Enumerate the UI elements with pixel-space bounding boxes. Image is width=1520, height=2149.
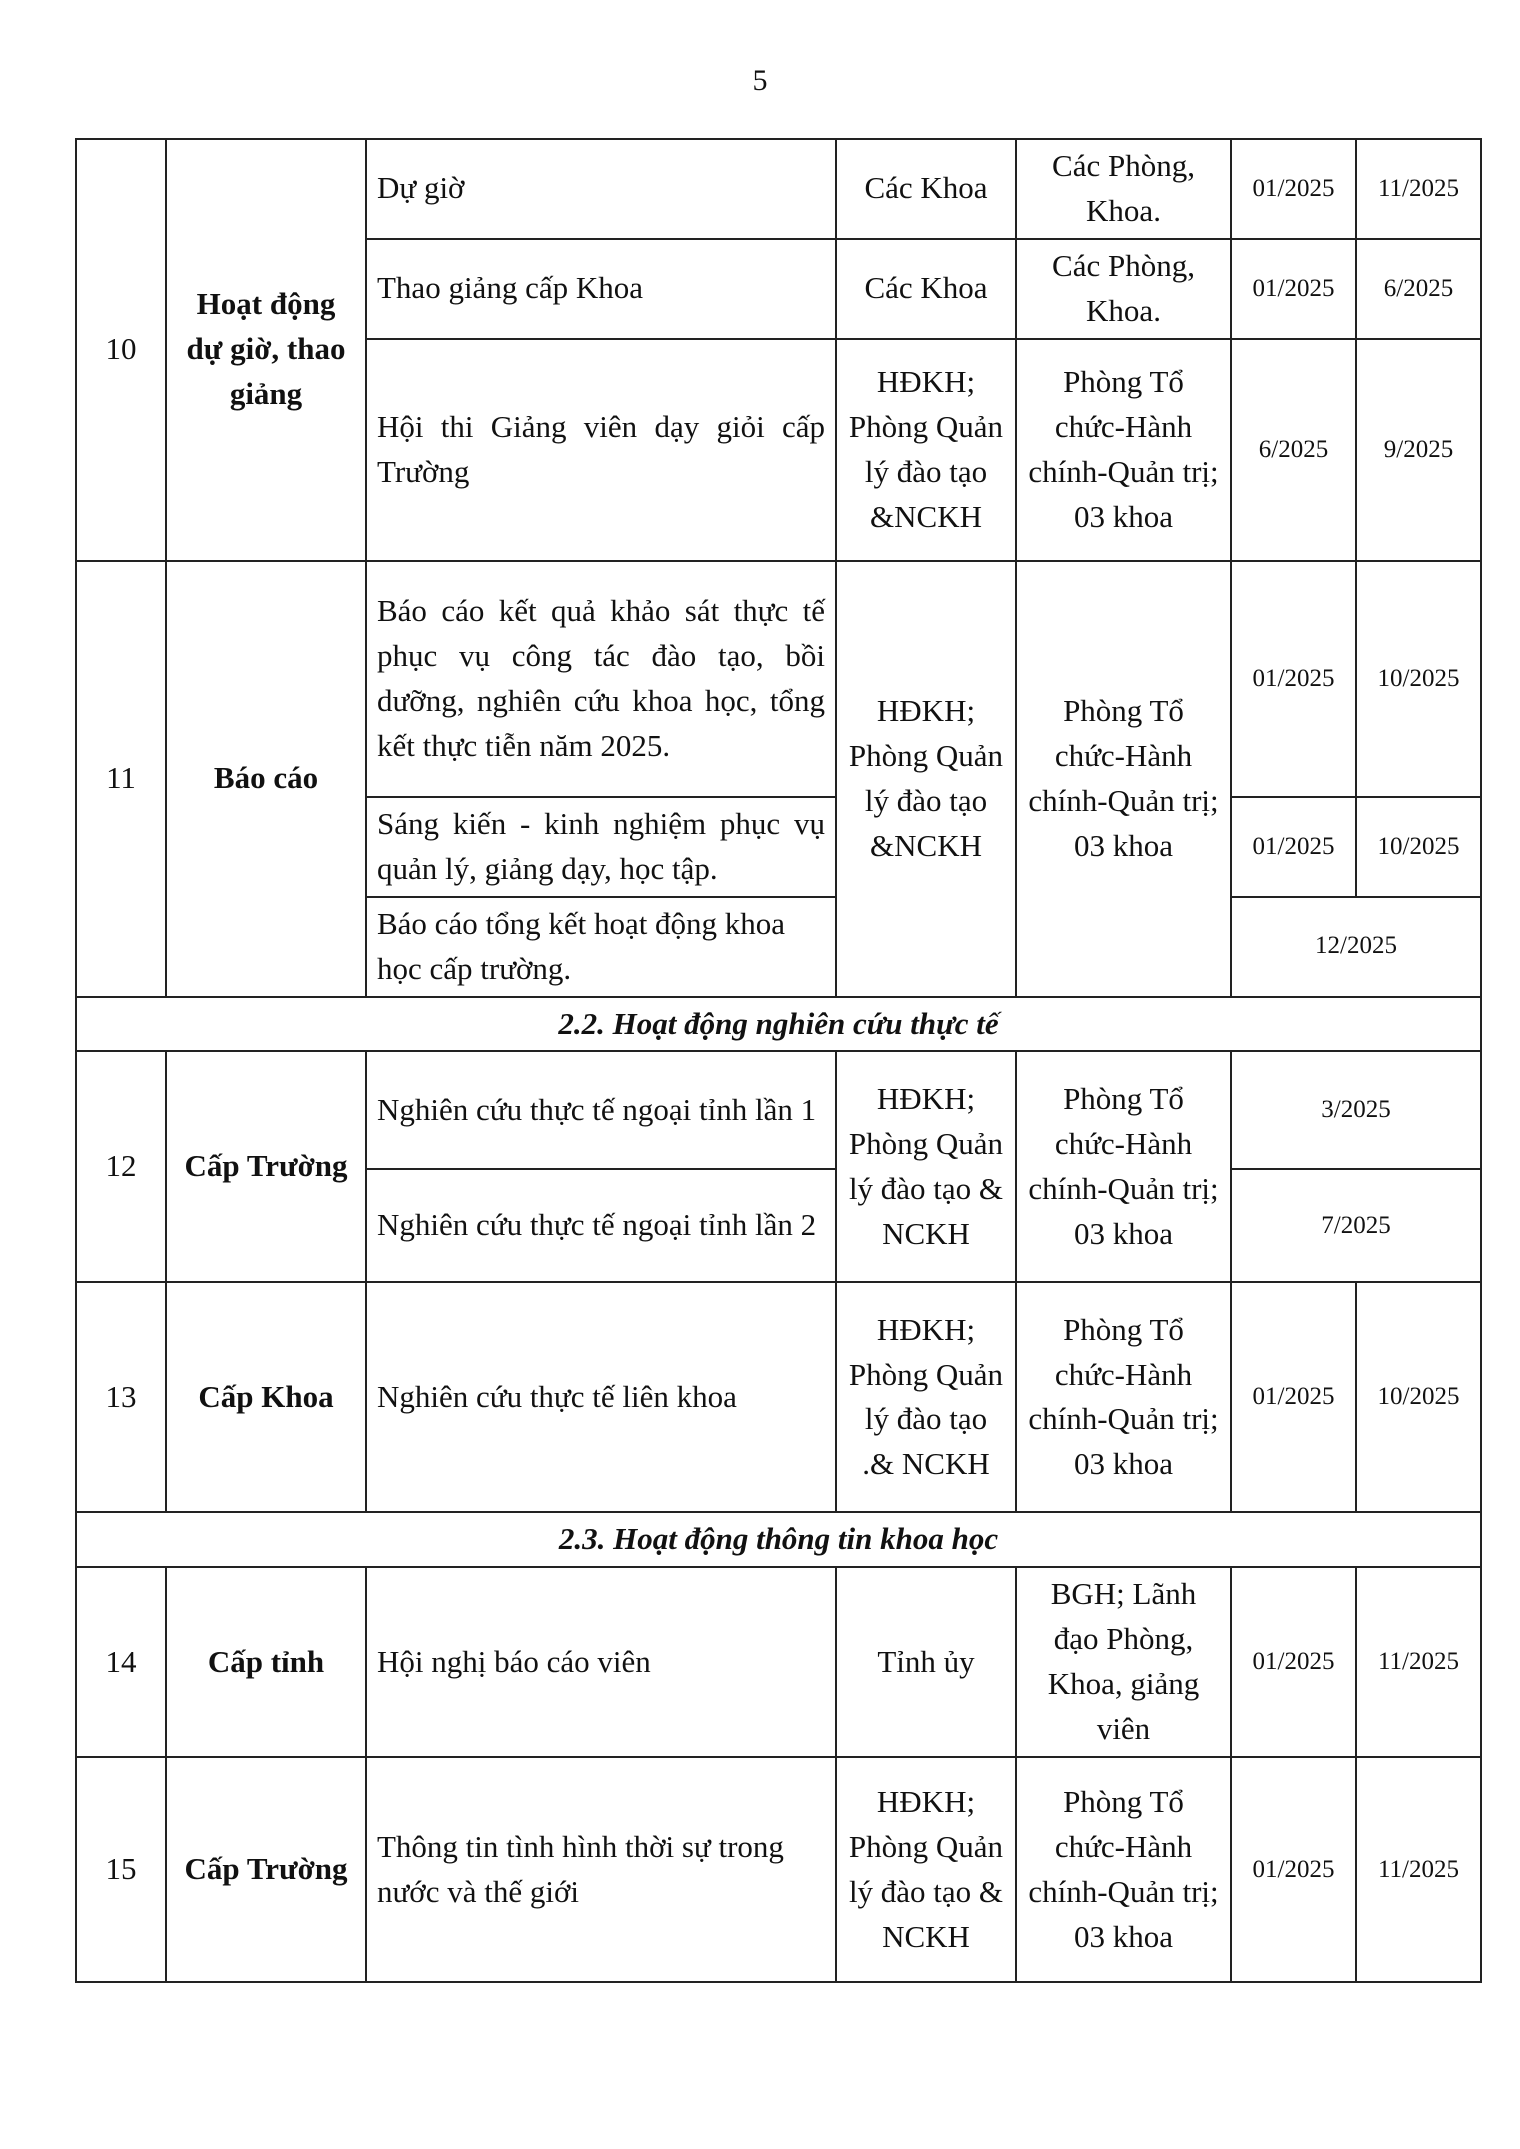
content-cell: Hội nghị báo cáo viên <box>366 1567 836 1757</box>
section-heading: 2.2. Hoạt động nghiên cứu thực tế <box>76 997 1481 1052</box>
start-time-cell: 01/2025 <box>1231 1757 1356 1982</box>
start-time-cell: 01/2025 <box>1231 561 1356 797</box>
coordinating-unit-cell: Phòng Tổ chức-Hành chính-Quản trị; 03 khoa <box>1016 561 1231 997</box>
coordinating-unit-cell: Các Phòng, Khoa. <box>1016 139 1231 239</box>
table-row <box>76 1051 1481 1169</box>
end-time-cell: 10/2025 <box>1356 797 1481 897</box>
row-number: 10 <box>76 139 166 561</box>
lead-unit-cell: HĐKH; Phòng Quản lý đào tạo & NCKH <box>836 1051 1016 1282</box>
section-heading: 2.3. Hoạt động thông tin khoa học <box>76 1512 1481 1567</box>
content-cell: Báo cáo kết quả khảo sát thực tế phục vụ công tác đào tạo, bồi dưỡng, nghiên cứu khoa học, tổng kết thực tiễn năm 2025. <box>366 561 836 797</box>
end-time-cell: 10/2025 <box>1356 561 1481 797</box>
coordinating-unit-cell: BGH; Lãnh đạo Phòng, Khoa, giảng viên <box>1016 1567 1231 1757</box>
category-cell: Cấp tỉnh <box>166 1567 366 1757</box>
table-row <box>76 561 1481 797</box>
content-cell: Hội thi Giảng viên dạy giỏi cấp Trường <box>366 339 836 561</box>
time-cell: 12/2025 <box>1231 897 1481 997</box>
section-heading-row <box>76 1512 1481 1567</box>
content-cell: Nghiên cứu thực tế ngoại tỉnh lần 2 <box>366 1169 836 1282</box>
category-cell: Cấp Trường <box>166 1757 366 1982</box>
category-cell: Cấp Khoa <box>166 1282 366 1512</box>
table-row <box>76 139 1481 239</box>
start-time-cell: 01/2025 <box>1231 797 1356 897</box>
coordinating-unit-cell: Phòng Tổ chức-Hành chính-Quản trị; 03 khoa <box>1016 1051 1231 1282</box>
content-cell: Sáng kiến - kinh nghiệm phục vụ quản lý, giảng dạy, học tập. <box>366 797 836 897</box>
start-time-cell: 01/2025 <box>1231 1282 1356 1512</box>
content-cell: Thao giảng cấp Khoa <box>366 239 836 339</box>
content-cell: Thông tin tình hình thời sự trong nước và thế giới <box>366 1757 836 1982</box>
lead-unit-cell: Tỉnh ủy <box>836 1567 1016 1757</box>
coordinating-unit-cell: Các Phòng, Khoa. <box>1016 239 1231 339</box>
section-heading-row <box>76 997 1481 1052</box>
lead-unit-cell: HĐKH; Phòng Quản lý đào tạo &NCKH <box>836 561 1016 997</box>
row-number: 11 <box>76 561 166 997</box>
table-row <box>76 1282 1481 1512</box>
end-time-cell: 11/2025 <box>1356 1567 1481 1757</box>
row-number: 15 <box>76 1757 166 1982</box>
content-cell: Nghiên cứu thực tế liên khoa <box>366 1282 836 1512</box>
lead-unit-cell: HĐKH; Phòng Quản lý đào tạo &NCKH <box>836 339 1016 561</box>
content-cell: Dự giờ <box>366 139 836 239</box>
start-time-cell: 6/2025 <box>1231 339 1356 561</box>
category-cell: Báo cáo <box>166 561 366 997</box>
row-number: 14 <box>76 1567 166 1757</box>
time-cell: 7/2025 <box>1231 1169 1481 1282</box>
lead-unit-cell: Các Khoa <box>836 239 1016 339</box>
category-cell: Hoạt động dự giờ, thao giảng <box>166 139 366 561</box>
content-cell: Báo cáo tổng kết hoạt động khoa học cấp trường. <box>366 897 836 997</box>
page-number: 5 <box>752 64 768 97</box>
lead-unit-cell: Các Khoa <box>836 139 1016 239</box>
coordinating-unit-cell: Phòng Tổ chức-Hành chính-Quản trị; 03 khoa <box>1016 1757 1231 1982</box>
coordinating-unit-cell: Phòng Tổ chức-Hành chính-Quản trị; 03 khoa <box>1016 1282 1231 1512</box>
start-time-cell: 01/2025 <box>1231 239 1356 339</box>
end-time-cell: 10/2025 <box>1356 1282 1481 1512</box>
category-cell: Cấp Trường <box>166 1051 366 1282</box>
table-row <box>76 1567 1481 1757</box>
start-time-cell: 01/2025 <box>1231 139 1356 239</box>
row-number: 13 <box>76 1282 166 1512</box>
table-row <box>76 1757 1481 1982</box>
end-time-cell: 11/2025 <box>1356 139 1481 239</box>
end-time-cell: 11/2025 <box>1356 1757 1481 1982</box>
coordinating-unit-cell: Phòng Tổ chức-Hành chính-Quản trị; 03 khoa <box>1016 339 1231 561</box>
row-number: 12 <box>76 1051 166 1282</box>
start-time-cell: 01/2025 <box>1231 1567 1356 1757</box>
time-cell: 3/2025 <box>1231 1051 1481 1169</box>
end-time-cell: 6/2025 <box>1356 239 1481 339</box>
activity-plan-table <box>75 138 1482 1983</box>
end-time-cell: 9/2025 <box>1356 339 1481 561</box>
lead-unit-cell: HĐKH; Phòng Quản lý đào tạo & NCKH <box>836 1757 1016 1982</box>
content-cell: Nghiên cứu thực tế ngoại tỉnh lần 1 <box>366 1051 836 1169</box>
lead-unit-cell: HĐKH; Phòng Quản lý đào tạo .& NCKH <box>836 1282 1016 1512</box>
